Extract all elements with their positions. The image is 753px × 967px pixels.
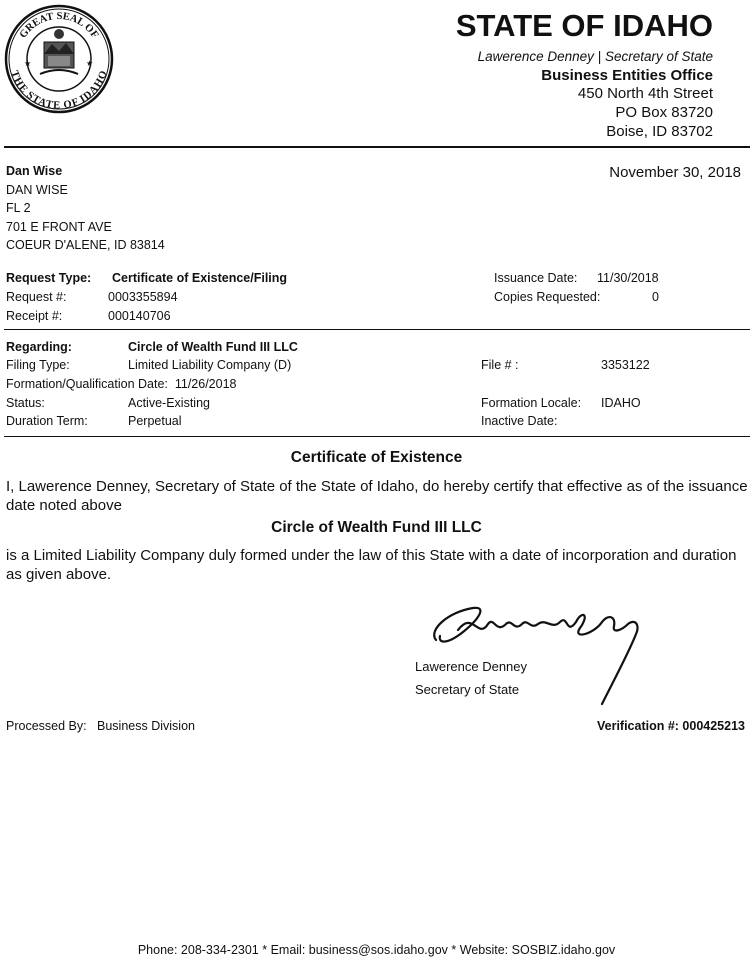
copies-requested-value: 0 xyxy=(652,290,659,304)
receipt-number-label: Receipt #: xyxy=(6,309,63,323)
issuance-date-value: 11/30/2018 xyxy=(597,271,659,285)
svg-text:★: ★ xyxy=(86,59,94,68)
inactive-date-label: Inactive Date: xyxy=(481,414,558,428)
signer-name: Lawerence Denney xyxy=(415,659,528,674)
request-number-label: Request #: xyxy=(6,290,67,304)
signer-title: Secretary of State xyxy=(415,682,520,697)
recipient-line1: FL 2 xyxy=(6,201,31,215)
secretary-line: Lawerence Denney | Secretary of State xyxy=(477,49,713,64)
copies-requested-label: Copies Requested: xyxy=(494,290,601,304)
processed-by-value: Business Division xyxy=(97,719,195,733)
filing-type-label: Filing Type: xyxy=(6,358,70,372)
certificate-entity-name: Circle of Wealth Fund III LLC xyxy=(271,519,482,536)
processed-by-label: Processed By: xyxy=(6,719,87,733)
office-po-box: PO Box 83720 xyxy=(615,104,713,121)
formation-date-value: 11/26/2018 xyxy=(174,377,237,391)
request-type-value: Certificate of Existence/Filing xyxy=(112,271,288,285)
seal-top-text: GREAT SEAL OF xyxy=(17,10,101,41)
header-divider xyxy=(4,146,750,148)
issuance-date-label: Issuance Date: xyxy=(494,271,578,285)
formation-date-line xyxy=(6,377,236,391)
svg-text:★: ★ xyxy=(24,59,32,68)
office-city: Boise, ID 83702 xyxy=(606,123,713,140)
certificate-title: Certificate of Existence xyxy=(290,449,463,466)
request-type-label: Request Type: xyxy=(6,271,92,285)
formation-locale-label: Formation Locale: xyxy=(481,396,582,410)
footer-contact: Phone: 208-334-2301 * Email: business@sos.idaho.gov * Website: SOSBIZ.idaho.gov xyxy=(137,943,616,957)
file-number-value: 3353122 xyxy=(601,358,650,372)
formation-locale-value: IDAHO xyxy=(601,396,641,410)
letter-date: November 30, 2018 xyxy=(609,164,741,181)
recipient-name-caps: DAN WISE xyxy=(6,183,68,197)
request-number-value: 0003355894 xyxy=(108,290,178,304)
office-name: Business Entities Office xyxy=(541,67,713,84)
receipt-number-value: 000140706 xyxy=(108,309,171,323)
recipient-line2: 701 E FRONT AVE xyxy=(6,220,112,234)
filing-type-value: Limited Liability Company (D) xyxy=(128,358,292,372)
formation-date-label: Formation/Qualification Date: xyxy=(6,377,168,391)
verification-number: Verification #: 000425213 xyxy=(596,719,745,733)
request-divider xyxy=(4,329,750,330)
regarding-value: Circle of Wealth Fund III LLC xyxy=(128,340,298,354)
duration-term-value: Perpetual xyxy=(128,414,182,428)
status-value: Active-Existing xyxy=(128,396,210,410)
file-number-label: File # : xyxy=(481,358,519,372)
certificate-paragraph-2: is a Limited Liability Company duly formed under the law of this State with a date of incorporation and duration as given above. xyxy=(6,547,737,583)
status-label: Status: xyxy=(6,396,45,410)
seal-bottom-text: THE STATE OF IDAHO xyxy=(8,69,110,112)
regarding-label: Regarding: xyxy=(6,340,72,354)
duration-term-label: Duration Term: xyxy=(6,414,88,428)
recipient-name: Dan Wise xyxy=(6,164,63,178)
processed-by-line xyxy=(6,719,195,733)
office-street: 450 North 4th Street xyxy=(577,85,713,102)
state-title: STATE OF IDAHO xyxy=(455,8,713,43)
recipient-line3: COEUR D'ALENE, ID 83814 xyxy=(6,238,165,252)
great-seal-icon xyxy=(4,4,114,114)
regarding-divider xyxy=(4,436,750,437)
certificate-paragraph-1: I, Lawerence Denney, Secretary of State of the State of Idaho, do hereby certify that effective as of the issuance date noted above xyxy=(6,478,748,514)
